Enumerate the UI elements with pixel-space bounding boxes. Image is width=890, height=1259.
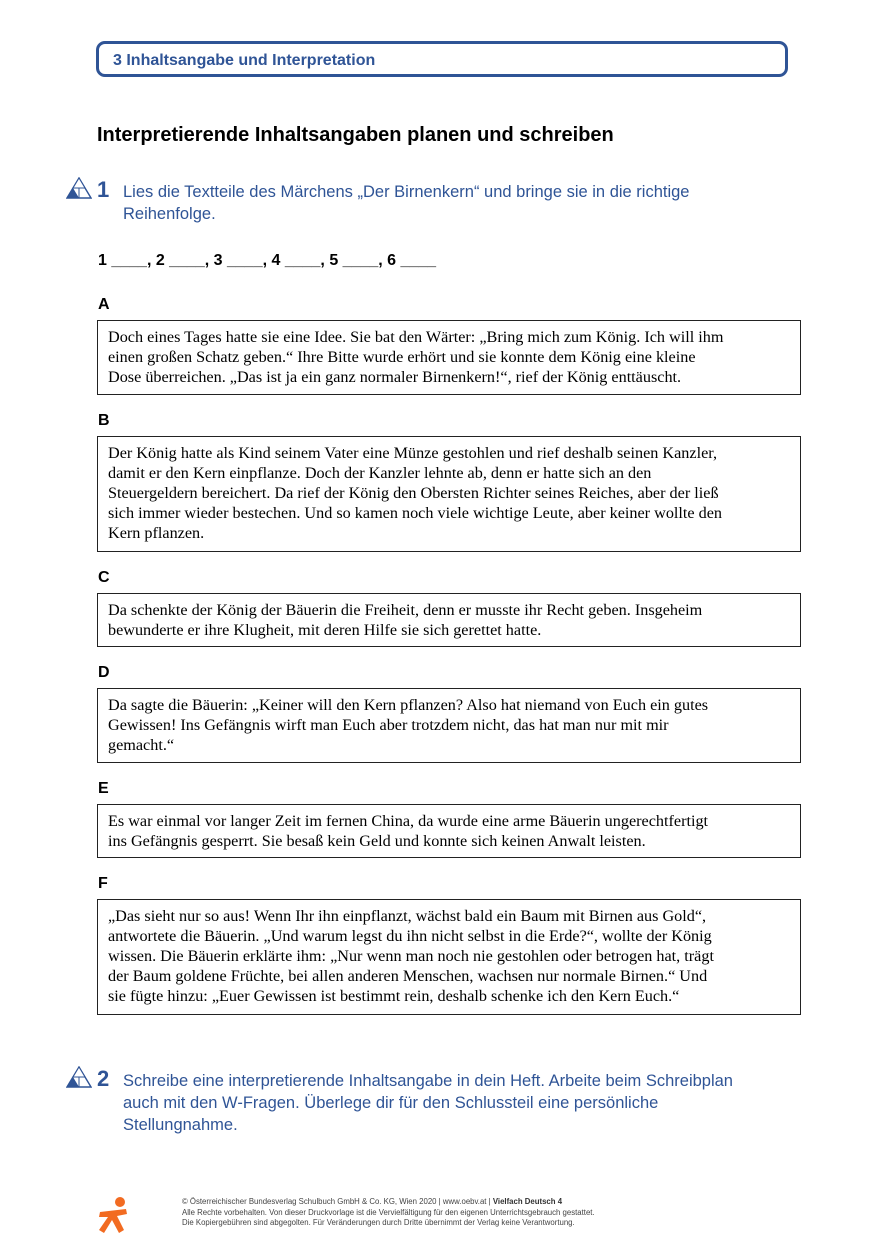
chapter-header <box>96 41 788 77</box>
text-line: damit er den Kern einpflanze. Doch der Kanzler lehnte ab, denn er hatte sich an den <box>108 464 652 482</box>
text-line: antwortete die Bäuerin. „Und warum legst du ihn nicht selbst in die Erde?“, wollte der König <box>108 927 712 945</box>
text-line: Da schenkte der König der Bäuerin die Freiheit, denn er musste ihr Recht geben. Insgeheim <box>108 601 703 619</box>
text-line: „Das sieht nur so aus! Wenn Ihr ihn einpflanzt, wächst bald ein Baum mit Birnen aus Gold“, <box>108 907 707 925</box>
text-line: ins Gefängnis gesperrt. Sie besaß kein Geld und konnte sich keinen Anwalt leisten. <box>108 832 646 850</box>
text-box-b <box>97 436 801 552</box>
chapter-title: 3 Inhaltsangabe und Interpretation <box>113 52 376 69</box>
text-line: Es war einmal vor langer Zeit im fernen China, da wurde eine arme Bäuerin ungerechtfertigt <box>108 812 709 830</box>
text-line: der Baum goldene Früchte, bei allen anderen Menschen, wachsen nur normale Birnen.“ Und <box>108 967 708 985</box>
task2-line: auch mit den W-Fragen. Überlege dir für den Schlussteil eine persönliche <box>123 1094 659 1112</box>
text-line: Da sagte die Bäuerin: „Keiner will den Kern pflanzen? Also hat niemand von Euch ein gutes <box>108 696 709 714</box>
text-line: sie fügte hinzu: „Euer Gewissen ist bestimmt rein, deshalb schenke ich den Kern Euch.“ <box>108 987 680 1005</box>
text-line: wissen. Die Bäuerin erklärte ihm: „Nur wenn man noch nie gestohlen oder betrogen hat, trägt <box>108 947 714 965</box>
text-line: sich immer wieder bestechen. Und so kamen noch viele wichtige Leute, aber keiner wollte den <box>108 504 723 522</box>
task-number: 1 <box>97 177 110 202</box>
section-label-a: A <box>98 296 110 313</box>
section-label-e: E <box>98 780 109 797</box>
text-box-e <box>97 804 801 858</box>
task2-line: Schreibe eine interpretierende Inhaltsangabe in dein Heft. Arbeite beim Schreibplan <box>123 1072 733 1090</box>
text-line: einen großen Schatz geben.“ Ihre Bitte wurde erhört und sie konnte dem König eine kleine <box>108 348 696 366</box>
text-box-d <box>97 688 801 763</box>
footer-text: © Österreichischer Bundesverlag Schulbuch GmbH & Co. KG, Wien 2020 | www.oebv.at | <box>182 1197 493 1206</box>
text-line: bewunderte er ihre Klugheit, mit deren Hilfe sie sich gerettet hatte. <box>108 621 542 639</box>
section-label-c: C <box>98 569 110 586</box>
page-title: Interpretierende Inhaltsangaben planen und schreiben <box>97 124 614 146</box>
task1-line: Lies die Textteile des Märchens „Der Birnenkern“ und bringe sie in die richtige <box>123 183 690 201</box>
task2-instruction <box>123 1070 733 1136</box>
footer-line-2: Alle Rechte vorbehalten. Von dieser Druckvorlage ist die Vervielfältigung für den eigenen Unterrichtsgebrauch gestattet. <box>182 1207 595 1217</box>
task2-line: Stellungnahme. <box>123 1116 238 1134</box>
publisher-logo-icon <box>96 1196 132 1236</box>
footer-copyright <box>182 1197 595 1229</box>
text-line: Steuergeldern bereichert. Da rief der König den Obersten Richter seines Reiches, aber der ließ <box>108 484 719 502</box>
task-number: 2 <box>97 1066 110 1091</box>
section-label-b: B <box>98 412 110 429</box>
task-level-icon <box>66 177 92 199</box>
section-label-d: D <box>98 664 110 681</box>
footer-line-3: Die Kopiergebühren sind abgegolten. Für Veränderungen durch Dritte übernimmt der Verlag keine Verantwortung. <box>182 1218 575 1227</box>
task1-instruction <box>123 181 690 225</box>
order-blanks: 1 ____, 2 ____, 3 ____, 4 ____, 5 ____, 6 ____ <box>98 252 437 269</box>
text-line: Dose überreichen. „Das ist ja ein ganz normaler Birnenkern!“, rief der König enttäuscht. <box>108 368 682 386</box>
text-line: Kern pflanzen. <box>108 524 205 542</box>
task1-line: Reihenfolge. <box>123 205 216 223</box>
text-line: Gewissen! Ins Gefängnis wirft man Euch aber trotzdem nicht, das hat man nur mit mir <box>108 716 669 734</box>
text-box-c <box>97 593 801 647</box>
text-line: gemacht.“ <box>108 736 175 754</box>
text-box-a <box>97 320 801 395</box>
text-line: Der König hatte als Kind seinem Vater eine Münze gestohlen und rief deshalb seinen Kanzler, <box>108 444 718 462</box>
text-line: Doch eines Tages hatte sie eine Idee. Sie bat den Wärter: „Bring mich zum König. Ich will ihm <box>108 328 724 346</box>
section-label-f: F <box>98 875 108 892</box>
footer-line-1 <box>182 1197 595 1208</box>
text-box-f <box>97 899 801 1015</box>
footer-book-title: Vielfach Deutsch 4 <box>492 1197 563 1206</box>
task-level-icon <box>66 1066 92 1088</box>
